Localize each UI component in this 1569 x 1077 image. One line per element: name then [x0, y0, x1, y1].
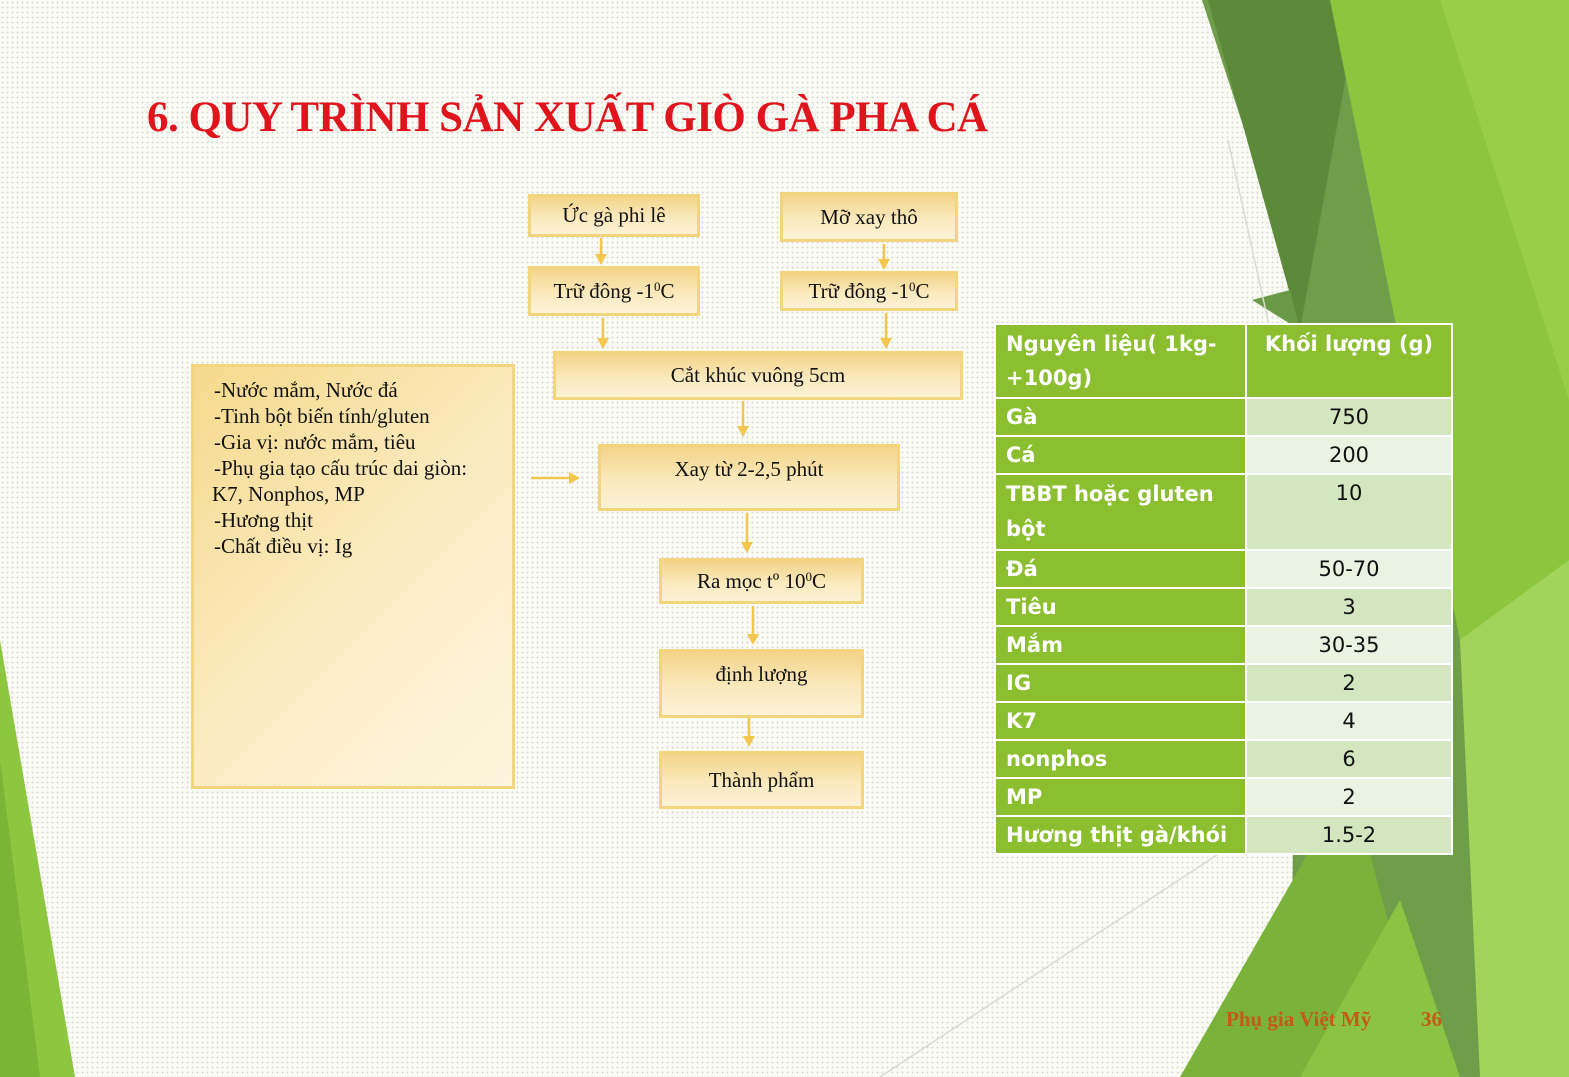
- box-dinh-luong-label: định lượng: [715, 662, 808, 686]
- table-header-weight: Khối lượng (g): [1246, 324, 1452, 398]
- table-cell-name: K7: [995, 702, 1246, 740]
- table-cell-value: 750: [1246, 398, 1452, 436]
- table-cell-name: MP: [995, 778, 1246, 816]
- table-cell-value: 200: [1246, 436, 1452, 474]
- box-dinh-luong: [659, 649, 864, 718]
- table-row: [995, 664, 1452, 702]
- box-uc-ga-phi-le: [528, 194, 700, 237]
- box-ra-moc: [659, 558, 864, 604]
- table-cell-value: 10: [1246, 474, 1452, 550]
- table-header-ingredient: Nguyên liệu( 1kg-+100g): [995, 324, 1246, 398]
- table-cell-value: 1.5-2: [1246, 816, 1452, 854]
- table-cell-name: nonphos: [995, 740, 1246, 778]
- table-row: [995, 740, 1452, 778]
- table-cell-name: Tiêu: [995, 588, 1246, 626]
- box-mo-xay-label: Mỡ xay thô: [820, 204, 918, 229]
- box-mo-xay-tho: [780, 192, 958, 242]
- table-cell-value: 3: [1246, 588, 1452, 626]
- box-xay-label: Xay từ 2-2,5 phút: [674, 457, 824, 481]
- ingredient-line: -Chất điều vị: Ig: [214, 534, 353, 558]
- ingredients-box: [191, 364, 515, 789]
- footer-text: Phụ gia Việt Mỹ: [1226, 1007, 1372, 1031]
- table-row: [995, 588, 1452, 626]
- table-cell-value: 4: [1246, 702, 1452, 740]
- table-cell-name: IG: [995, 664, 1246, 702]
- table-row: [995, 550, 1452, 588]
- page-number: 36: [1421, 1007, 1442, 1031]
- table-cell-name: Cá: [995, 436, 1246, 474]
- box-tru-dong-right: [780, 271, 958, 311]
- table-row: [995, 816, 1452, 854]
- table-cell-name: Gà: [995, 398, 1246, 436]
- ingredient-line: -Tinh bột biến tính/gluten: [214, 404, 430, 428]
- table-row: [995, 436, 1452, 474]
- table-cell-name: Mắm: [995, 626, 1246, 664]
- box-uc-ga-label: Ức gà phi lê: [562, 203, 666, 227]
- box-cat-khuc: [553, 351, 963, 400]
- table-cell-name: Hương thịt gà/khói: [995, 816, 1246, 854]
- ingredient-line: -Phụ gia tạo cấu trúc dai giòn:: [214, 456, 468, 480]
- table-row: [995, 626, 1452, 664]
- ingredient-line: -Gia vị: nước mắm, tiêu: [214, 430, 416, 454]
- box-tru-dong-left-label: Trữ đông $-1^0C$: [553, 278, 675, 303]
- table-cell-value: 50-70: [1246, 550, 1452, 588]
- ingredient-line: K7, Nonphos, MP: [212, 482, 365, 506]
- table-header-row: [995, 324, 1452, 398]
- table-row: [995, 398, 1452, 436]
- table-cell-value: 2: [1246, 664, 1452, 702]
- box-ra-moc-label: Ra mọc tº $10^0C$: [696, 568, 827, 593]
- ingredient-line: -Hương thịt: [214, 508, 313, 532]
- table-row: [995, 474, 1452, 550]
- table-cell-value: 30-35: [1246, 626, 1452, 664]
- box-tru-dong-right-label: Trữ đông $-1^0C$: [808, 278, 930, 303]
- ingredient-line: -Nước mắm, Nước đá: [214, 378, 398, 402]
- table-cell-name: Đá: [995, 550, 1246, 588]
- table-cell-value: 2: [1246, 778, 1452, 816]
- table-row: [995, 702, 1452, 740]
- slide-title: 6. QUY TRÌNH SẢN XUẤT GIÒ GÀ PHA CÁ: [147, 94, 988, 141]
- ingredient-table: [994, 323, 1453, 855]
- table-row: [995, 778, 1452, 816]
- box-tru-dong-left: [528, 266, 700, 316]
- box-cat-khuc-label: Cắt khúc vuông 5cm: [670, 363, 846, 387]
- box-xay: [598, 444, 900, 511]
- table-cell-value: 6: [1246, 740, 1452, 778]
- box-thanh-pham-label: Thành phẩm: [708, 767, 815, 792]
- box-thanh-pham: [659, 751, 864, 809]
- table-cell-name: TBBT hoặc gluten bột: [995, 474, 1246, 550]
